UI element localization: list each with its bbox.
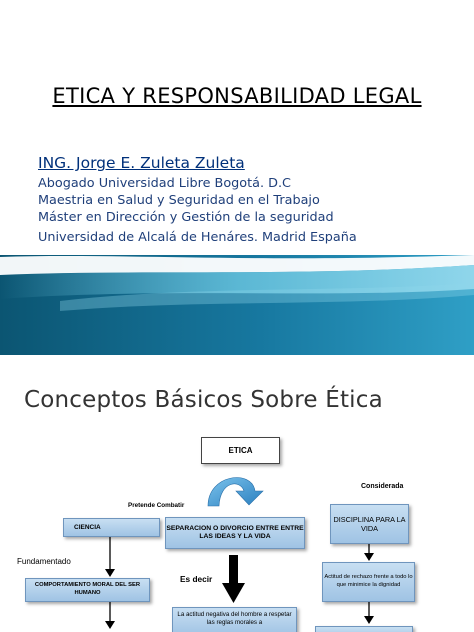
node-ciencia: CIENCIA — [63, 518, 160, 537]
label-pretende: Pretende Combatir — [128, 502, 185, 509]
node-disciplina: DISCIPLINA PARA LA VIDA — [330, 504, 409, 544]
credential-line: Abogado Universidad Libre Bogotá. D.C — [38, 176, 291, 191]
node-etica: ETICA — [201, 437, 280, 464]
credential-line: Universidad de Alcalá de Henáres. Madrid España — [38, 230, 357, 245]
curved-arrow-icon — [208, 478, 263, 506]
node-actitud-negativa: La actitud negativa del hombre a respetar las reglas morales a — [172, 607, 297, 632]
node-separacion: SEPARACION O DIVORCIO ENTRE ENTRE LAS IDEAS Y LA VIDA — [165, 517, 305, 549]
slide-title: ETICA Y RESPONSABILIDAD LEGAL — [52, 84, 422, 108]
node-actitud: Actitud de rechazo frente a todo lo que minimice la dignidad — [322, 562, 415, 602]
concepts-title: Conceptos Básicos Sobre Ética — [24, 387, 383, 413]
node-bottom-right — [315, 626, 413, 632]
label-fundamentado: Fundamentado — [17, 557, 71, 566]
credential-line: Máster en Dirección y Gestión de la seguridad — [38, 210, 334, 225]
decorative-wave-band — [0, 255, 474, 355]
node-comportamiento: COMPORTAMIENTO MORAL DEL SER HUMANO — [25, 578, 150, 602]
author-name: ING. Jorge E. Zuleta Zuleta — [38, 154, 245, 172]
label-es-decir: Es decir — [180, 574, 213, 584]
label-considerada: Considerada — [361, 483, 404, 490]
concepts-slide — [0, 369, 474, 632]
credential-line: Maestria en Salud y Seguridad en el Trabajo — [38, 193, 320, 208]
